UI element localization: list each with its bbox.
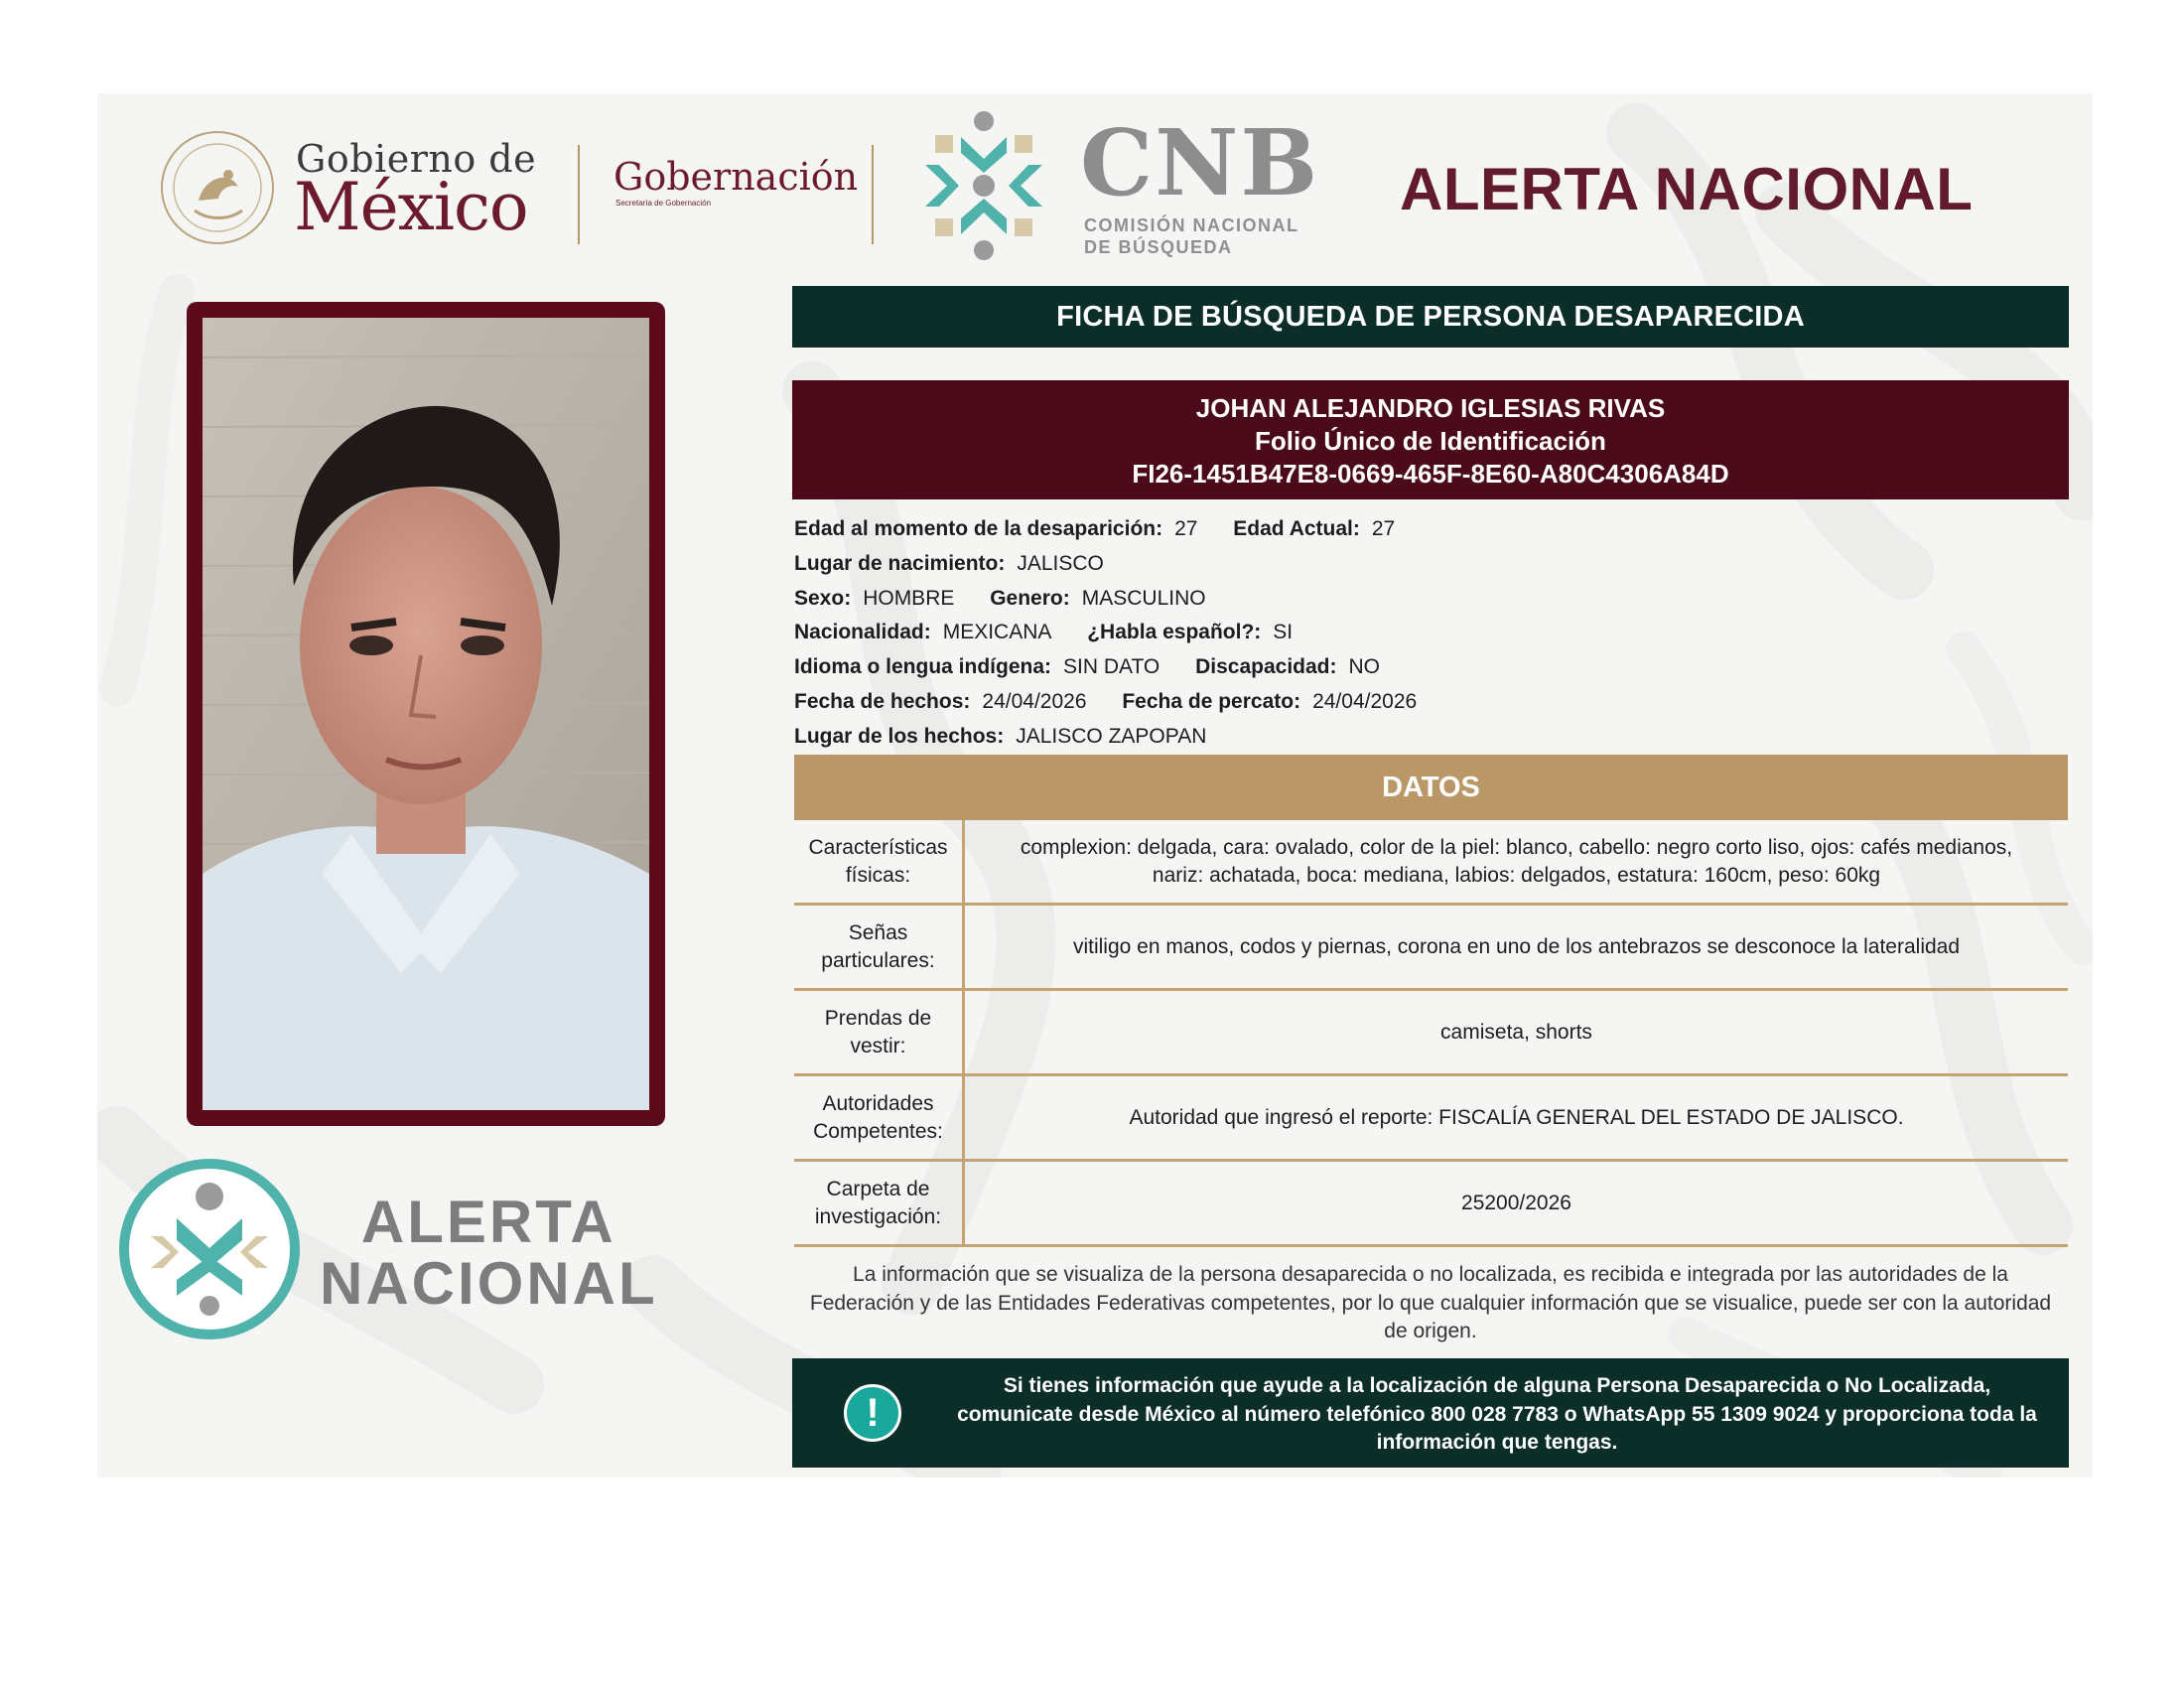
table-row (794, 906, 2068, 991)
alerta-nacional-title: ALERTA NACIONAL (1400, 156, 1974, 222)
header-divider (578, 145, 580, 244)
fecha-percato-label: Fecha de percato: (1122, 689, 1301, 713)
info-row-nacimiento (794, 547, 2065, 582)
contact-message: Si tienes información que ayude a la localización de alguna Persona Desaparecida o No Localizada, comunicate desde México al número telefónico 800 028 7783 o WhatsApp 55 1309 9024 y proporciona toda la información que tengas. (957, 1374, 2037, 1454)
table-row (794, 991, 2068, 1076)
photo-frame (187, 302, 665, 1126)
person-photo (203, 318, 649, 1110)
datos-label: Autoridades Competentes: (794, 1076, 965, 1159)
person-header (792, 380, 2069, 499)
datos-label: Señas particulares: (794, 906, 965, 988)
edad-desaparicion-value: 27 (1174, 517, 1198, 540)
nacionalidad-label: Nacionalidad: (794, 621, 931, 644)
folio-value: FI26-1451B47E8-0669-465F-8E60-A80C4306A84D (1132, 459, 1729, 489)
info-row-lugar-hechos (794, 720, 2065, 755)
nacionalidad-value: MEXICANA (942, 621, 1052, 644)
habla-espanol-value: SI (1273, 621, 1294, 644)
sexo-value: HOMBRE (863, 586, 955, 610)
folio-label: Folio Único de Identificación (1255, 426, 1606, 456)
lugar-hechos-value: JALISCO ZAPOPAN (1016, 724, 1207, 748)
alerta-nacional-logo-text (320, 1189, 658, 1317)
datos-label: Características físicas: (794, 820, 965, 903)
fecha-hechos-label: Fecha de hechos: (794, 689, 971, 713)
gobernacion-subtitle: Secretaría de Gobernación (615, 199, 712, 208)
mexico-text: México (294, 169, 528, 245)
genero-value: MASCULINO (1081, 586, 1206, 610)
fecha-hechos-value: 24/04/2026 (982, 689, 1087, 713)
datos-value: Autoridad que ingresó el reporte: FISCALÍA GENERAL DEL ESTADO DE JALISCO. (1129, 1105, 1904, 1129)
cnb-title: CNB (1080, 109, 1320, 216)
lugar-nacimiento-label: Lugar de nacimiento: (794, 551, 1006, 575)
table-row (794, 820, 2068, 906)
lugar-nacimiento-value: JALISCO (1017, 551, 1104, 575)
person-name: JOHAN ALEJANDRO IGLESIAS RIVAS (1195, 393, 1666, 423)
datos-value: 25200/2026 (1461, 1191, 1571, 1214)
cnb-subtitle-line1: COMISIÓN NACIONAL (1084, 215, 1299, 235)
contact-bar (792, 1358, 2069, 1468)
info-row-edad (794, 512, 2065, 547)
alerta-nacional-logo-icon (117, 1157, 302, 1341)
datos-label: Prendas de vestir: (794, 991, 965, 1073)
habla-espanol-label: ¿Habla español?: (1087, 621, 1262, 644)
discapacidad-value: NO (1348, 655, 1380, 679)
datos-value: vitiligo en manos, codos y piernas, corona en uno de los antebrazos se desconoce la lateralidad (1072, 934, 1961, 958)
gobernacion-text: Gobernación (614, 155, 859, 199)
ficha-title-bar: FICHA DE BÚSQUEDA DE PERSONA DESAPARECIDA (792, 286, 2069, 348)
cnb-logo-icon (905, 107, 1062, 264)
cnb-subtitle (1084, 214, 1299, 258)
table-row (794, 1162, 2068, 1247)
datos-table (794, 820, 2068, 1247)
gobierno-de-text: Gobierno de (296, 137, 537, 181)
datos-label: Carpeta de investigación: (794, 1162, 965, 1244)
info-row-idioma (794, 650, 2065, 685)
alerta-logo-line2: NACIONAL (320, 1250, 658, 1317)
exclamation-icon: ! (844, 1384, 901, 1442)
info-row-nacionalidad (794, 616, 2065, 650)
edad-actual-value: 27 (1371, 517, 1396, 540)
datos-title-bar: DATOS (794, 755, 2068, 820)
sexo-label: Sexo: (794, 586, 852, 610)
edad-actual-label: Edad Actual: (1233, 517, 1360, 540)
person-photo-illustration (203, 318, 649, 1110)
cnb-subtitle-line2: DE BÚSQUEDA (1084, 237, 1233, 257)
header-divider (872, 145, 874, 244)
info-row-fechas (794, 685, 2065, 720)
table-row (794, 1076, 2068, 1162)
fecha-percato-value: 24/04/2026 (1312, 689, 1418, 713)
disclaimer-text: La información que se visualiza de la persona desaparecida o no localizada, es recibida e integrada por las autoridades de la Federación y de las Entidades Federativas competentes, por lo que cualquier información que se visualice, puede ser con la autoridad de origen. (809, 1263, 2052, 1342)
genero-label: Genero: (990, 586, 1070, 610)
datos-value: camiseta, shorts (1440, 1020, 1592, 1044)
info-row-sexo (794, 582, 2065, 617)
idioma-value: SIN DATO (1063, 655, 1160, 679)
lugar-hechos-label: Lugar de los hechos: (794, 724, 1005, 748)
idioma-label: Idioma o lengua indígena: (794, 655, 1052, 679)
mexico-seal-icon (159, 129, 276, 246)
datos-value: complexion: delgada, cara: ovalado, color de la piel: blanco, cabello: negro corto liso, ojos: cafés medianos, nariz: achatada, boca: mediana, labios: delgados, estatura: 160cm, peso: 60kg (1020, 835, 2013, 887)
edad-desaparicion-label: Edad al momento de la desaparición: (794, 517, 1163, 540)
person-info (794, 512, 2065, 755)
alerta-logo-line1: ALERTA (360, 1189, 616, 1255)
discapacidad-label: Discapacidad: (1195, 655, 1337, 679)
